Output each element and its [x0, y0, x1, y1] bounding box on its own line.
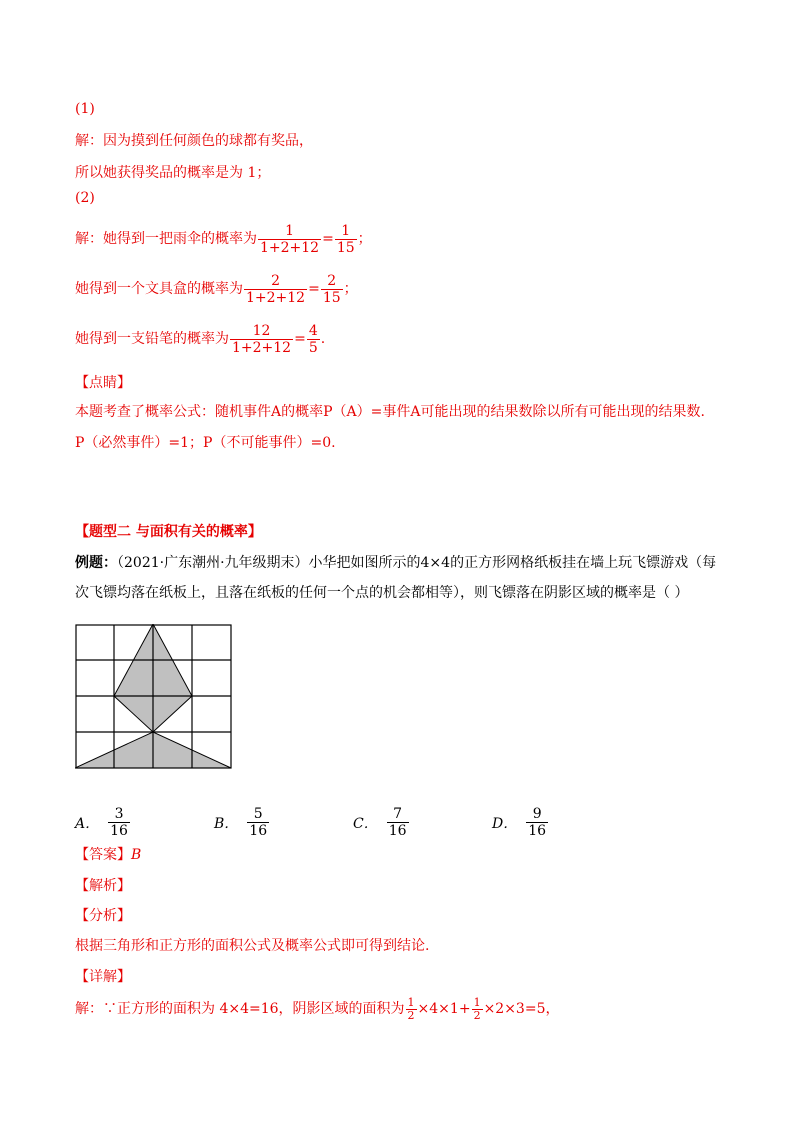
- pencil-result: [307, 323, 320, 356]
- part1-solution-line2: 所以她获得奖品的概率是为 1；: [75, 165, 271, 181]
- fraction-numerator: 4: [308, 322, 318, 339]
- example-label: 例题：: [75, 555, 117, 571]
- option-b[interactable]: [214, 806, 270, 839]
- grid-lines: [76, 625, 231, 768]
- fraction-numerator: 2: [327, 272, 337, 289]
- fraction-denominator: 5: [308, 339, 318, 356]
- answer-heading: 【答案】: [75, 847, 131, 863]
- part2-label: (2): [75, 190, 95, 206]
- umbrella-fraction: [258, 223, 321, 256]
- analysis-heading: 【解析】: [75, 878, 131, 894]
- detail-solution: [75, 993, 559, 1025]
- detail-heading: 【详解】: [75, 969, 131, 985]
- option-fraction: [108, 806, 130, 839]
- option-c[interactable]: [353, 806, 410, 839]
- pencil-fraction: [230, 323, 293, 356]
- box-result: [321, 273, 343, 306]
- grid-figure: [75, 624, 233, 770]
- fraction-numerator: 1: [285, 222, 294, 239]
- fraction-numerator: 1: [341, 222, 351, 239]
- fraction-numerator: 12: [252, 322, 271, 339]
- fenxi-text: 根据三角形和正方形的面积公式及概率公式即可得到结论.: [75, 938, 430, 954]
- fraction-denominator: 16: [249, 823, 268, 839]
- comment-line1: 本题考查了概率公式：随机事件A的概率P（A）=事件A可能出现的结果数除以所有可能出现的结果数.: [75, 404, 705, 420]
- answer-value: B: [131, 847, 142, 863]
- option-fraction: [526, 806, 548, 839]
- box-prefix: 她得到一个文具盒的概率为: [75, 281, 243, 297]
- umbrella-prefix: 解：她得到一把雨伞的概率为: [75, 231, 257, 247]
- part1-solution-line1: 解：因为摸到任何颜色的球都有奖品，: [75, 133, 313, 149]
- option-a[interactable]: [75, 806, 131, 839]
- fraction-numerator: 2: [271, 272, 280, 289]
- pencil-probability: 她得到一支铅笔的概率为 $\frac{12}{1+2+12}$ = $\frac{4}{5}$ .: [75, 322, 326, 356]
- part1-label: (1): [75, 101, 95, 117]
- option-fraction: [247, 806, 269, 839]
- answer-line: [75, 845, 141, 865]
- fraction-denominator: 2: [407, 1008, 415, 1022]
- option-label: A．: [75, 815, 100, 832]
- fraction-denominator: 2: [473, 1008, 481, 1022]
- pencil-prefix: 她得到一支铅笔的概率为: [75, 331, 229, 347]
- fraction-denominator: 16: [528, 823, 547, 839]
- box-fraction: [244, 273, 307, 306]
- umbrella-suffix: ；: [357, 231, 372, 247]
- fraction-numerator: 3: [114, 806, 124, 822]
- fraction-numerator: 5: [253, 806, 263, 822]
- pencil-suffix: .: [320, 331, 326, 347]
- fraction-numerator: 1: [407, 995, 415, 1009]
- fraction-numerator: 9: [532, 806, 542, 822]
- comment-line2: P（必然事件）=1；P（不可能事件）=0.: [75, 435, 336, 451]
- option-label: C．: [353, 815, 378, 832]
- option-fraction: [387, 806, 409, 839]
- option-label: B．: [214, 815, 239, 832]
- box-suffix: ；: [343, 281, 358, 297]
- fraction-denominator: 16: [388, 823, 407, 839]
- fraction-numerator: 1: [473, 995, 481, 1009]
- umbrella-probability: 解：她得到一把雨伞的概率为 $\frac{1}{1+2+12}$ = $\frac{1}{15}$ ；: [75, 222, 372, 256]
- fraction-denominator: 16: [110, 823, 128, 839]
- section-heading: 【题型二 与面积有关的概率】: [75, 524, 262, 540]
- detail-prefix: 解：∵正方形的面积为 4×4=16，阴影区域的面积为: [75, 1001, 405, 1017]
- fraction-denominator: 15: [322, 289, 341, 306]
- fraction-denominator: 1+2+12: [246, 289, 306, 306]
- detail-mid: ×4×1+: [417, 1001, 471, 1017]
- half-fraction: [406, 997, 417, 1022]
- detail-tail: ×2×3=5，: [483, 1001, 560, 1017]
- comment-heading: 【点睛】: [75, 375, 131, 391]
- option-label: D．: [492, 815, 518, 832]
- example-line2: 次飞镖均落在纸板上，且落在纸板的任何一个点的机会都相等），则飞镖落在阴影区域的概率是（ ）: [75, 585, 689, 601]
- fraction-denominator: 1+2+12: [232, 339, 292, 356]
- example-text1: （2021·广东潮州·九年级期末）小华把如图所示的4×4的正方形网格纸板挂在墙上玩飞镖游戏（每: [117, 555, 717, 571]
- example-line1: [75, 553, 716, 573]
- fraction-denominator: 1+2+12: [260, 239, 320, 256]
- umbrella-result: [335, 223, 357, 256]
- box-probability: 她得到一个文具盒的概率为 $\frac{2}{1+2+12}$ = $\frac{2}{15}$ ；: [75, 272, 358, 306]
- half-fraction: [472, 997, 483, 1022]
- fraction-denominator: 15: [336, 239, 355, 256]
- option-d[interactable]: [492, 806, 549, 839]
- fraction-numerator: 7: [393, 806, 403, 822]
- fenxi-heading: 【分析】: [75, 908, 131, 924]
